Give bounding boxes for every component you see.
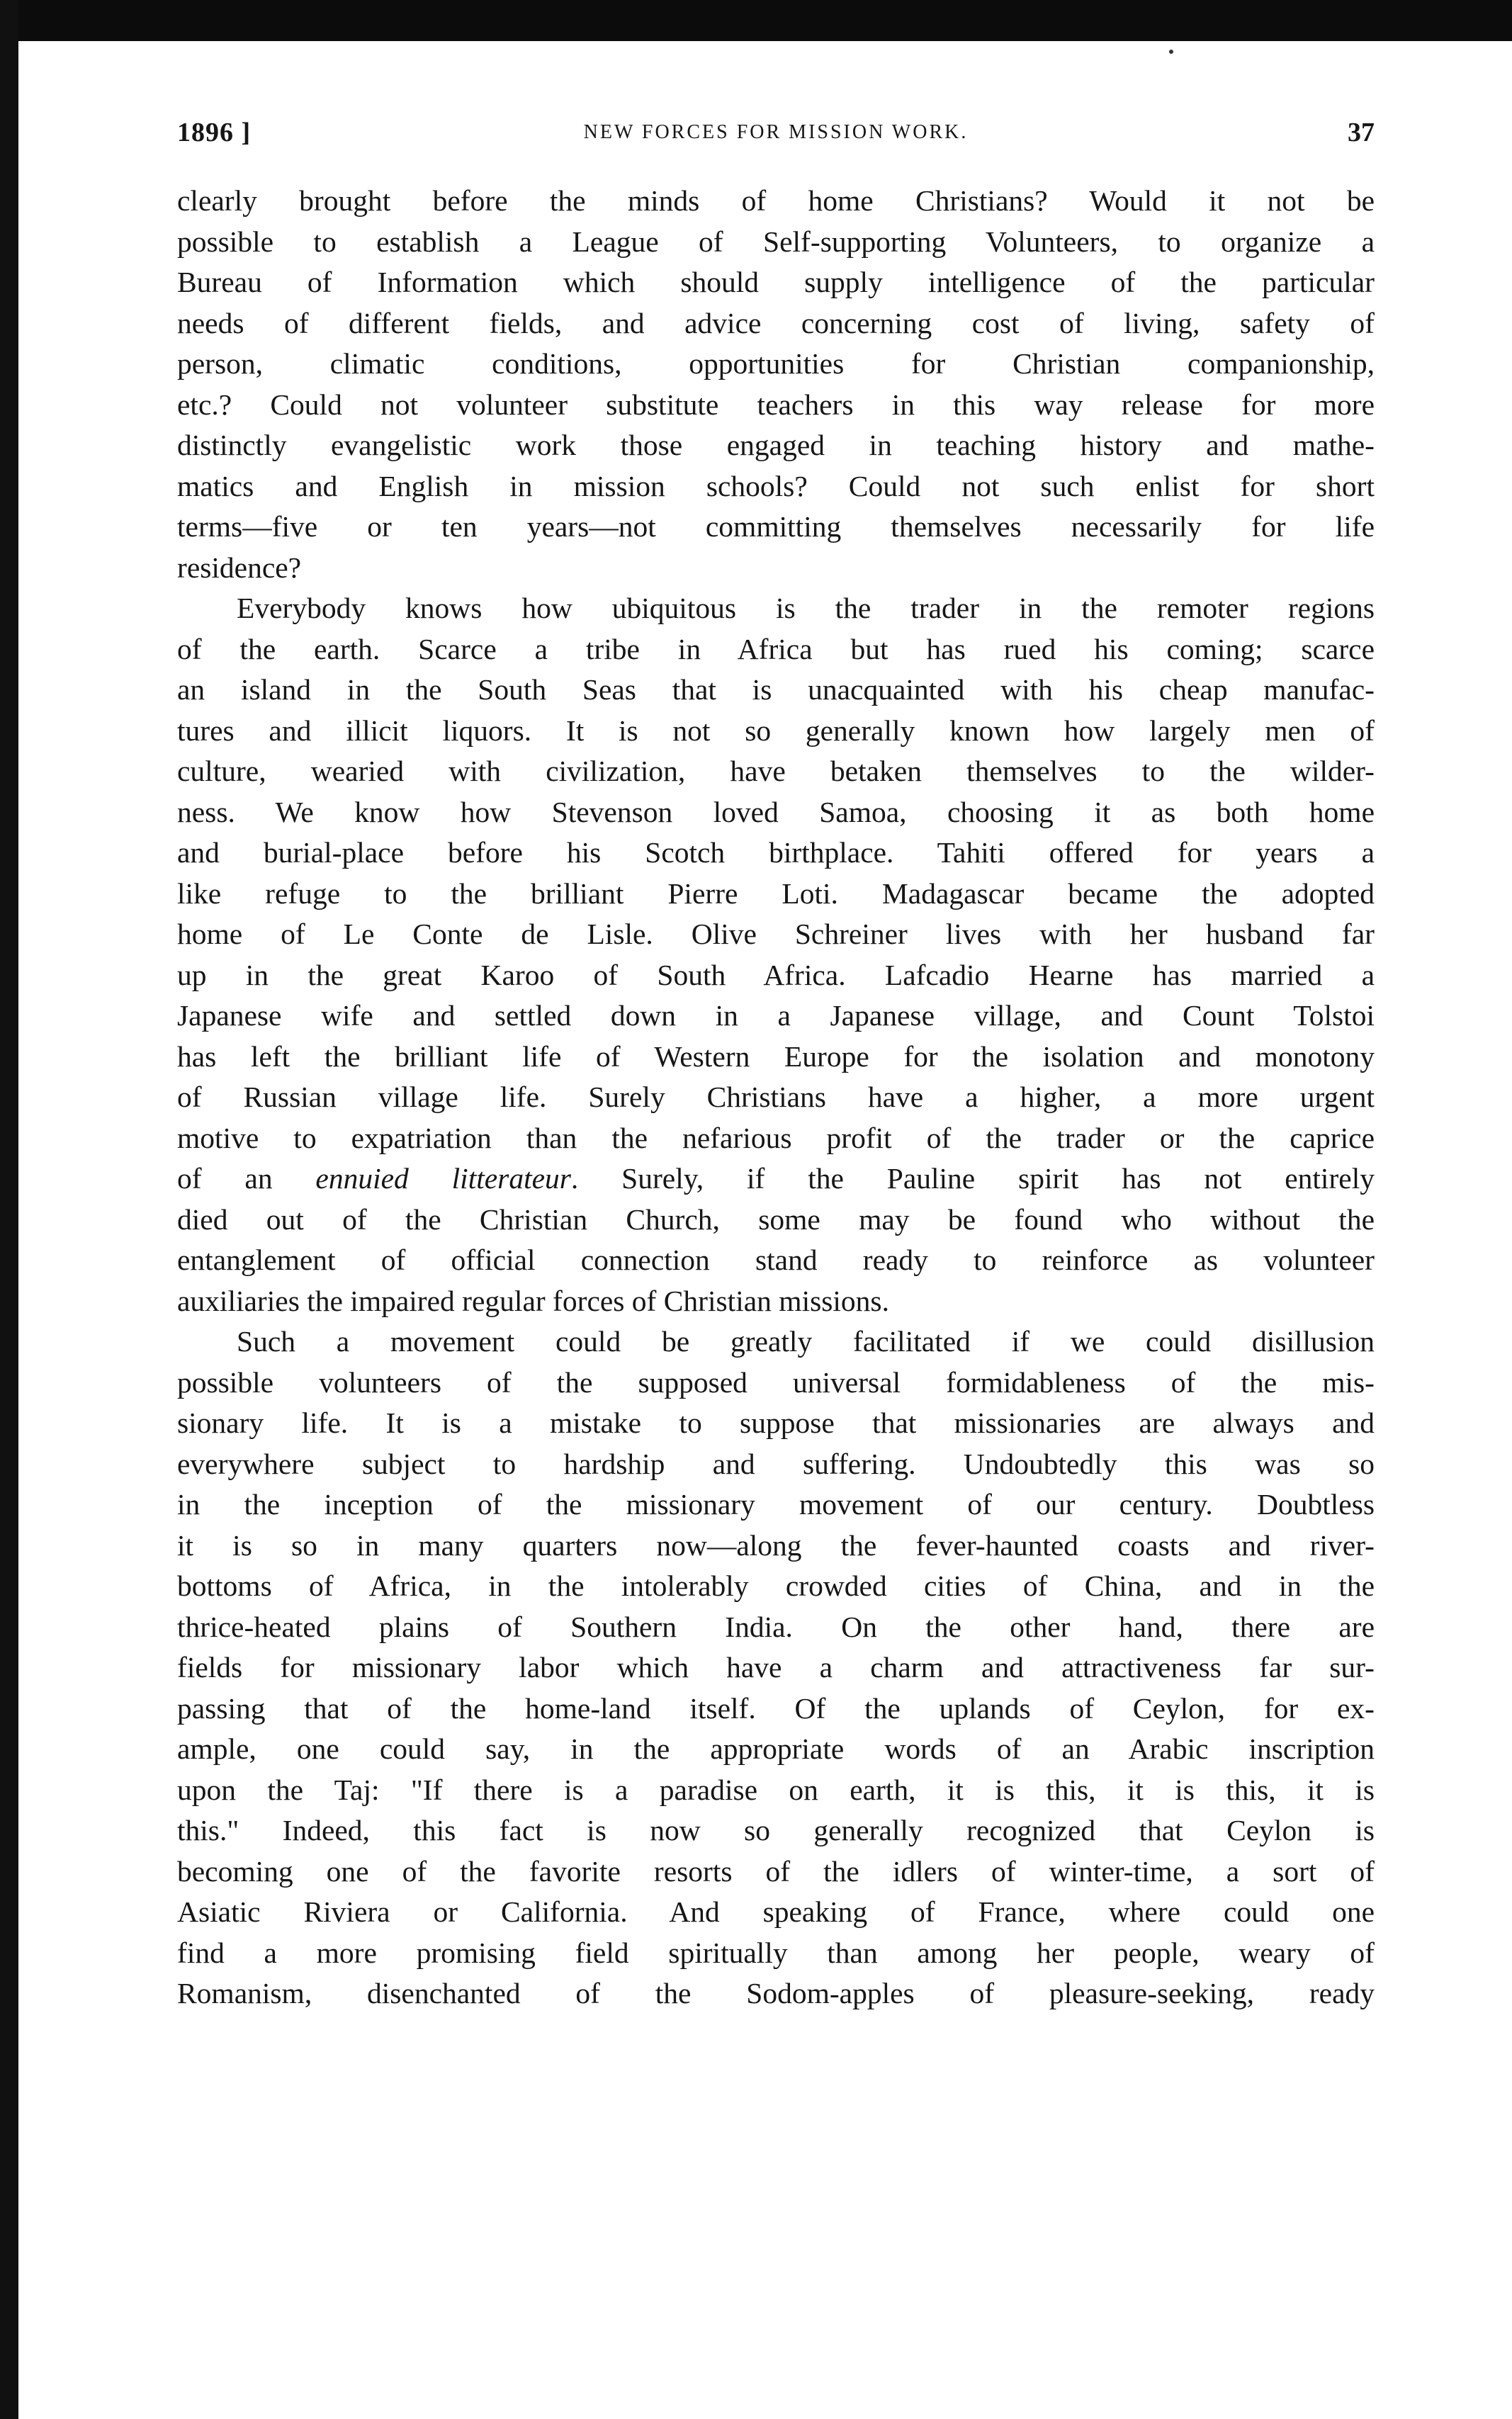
text-line: find a more promising field spiritually than among her people, weary of [177, 1936, 1375, 1969]
text-line-italic [177, 1158, 1375, 1200]
italic-phrase: ennuied litterateur [315, 1162, 571, 1195]
text-line: of the earth. Scarce a tribe in Africa but has rued his coming; scarce [177, 632, 1375, 665]
text-line: bottoms of Africa, in the intolerably crowded cities of China, and in the [177, 1569, 1375, 1602]
text-segment: . Surely, if the Pauline spirit has not entirely [570, 1162, 1375, 1195]
text-line: and burial-place before his Scotch birthplace. Tahiti offered for years a [177, 836, 1375, 869]
text-line: of Russian village life. Surely Christians have a higher, a more urgent [177, 1081, 1375, 1113]
running-head [177, 117, 1375, 167]
text-line: clearly brought before the minds of home Christians? Would it not be [177, 184, 1375, 217]
text-line: becoming one of the favorite resorts of the idlers of winter-time, a sort of [177, 1854, 1375, 1888]
paragraph-3 [177, 1321, 1375, 2014]
text-line: died out of the Christian Church, some may be found who without the [177, 1202, 1375, 1236]
text-line: possible volunteers of the supposed universal formidableness of the mis- [177, 1365, 1375, 1399]
text-line: upon the Taj: "If there is a paradise on earth, it is this, it is this, it is [177, 1773, 1375, 1806]
scan-left-border [0, 0, 18, 2419]
text-line: etc.? Could not volunteer substitute teachers in this way release for more [177, 388, 1375, 421]
text-line: needs of different fields, and advice concerning cost of living, safety of [177, 306, 1375, 339]
body-text [177, 181, 1375, 2014]
text-line: Bureau of Information which should supply intelligence of the particular [177, 266, 1375, 298]
text-line: culture, wearied with civilization, have betaken themselves to the wilder- [177, 755, 1375, 787]
text-line: sionary life. It is a mistake to suppose that missionaries are always and [177, 1406, 1375, 1439]
text-line: fields for missionary labor which have a charm and attractiveness far sur- [177, 1651, 1375, 1684]
running-head-year: 1896 ] [177, 118, 252, 147]
text-line: Asiatic Riviera or California. And speaking of France, where could one [177, 1895, 1375, 1928]
text-line: terms—five or ten years—not committing themselves necessarily for life [177, 510, 1375, 543]
text-line: has left the brilliant life of Western Europe for the isolation and monotony [177, 1039, 1375, 1073]
text-line: Romanism, disenchanted of the Sodom-apples of pleasure-seeking, ready [177, 1977, 1375, 2009]
text-line: up in the great Karoo of South Africa. Lafcadio Hearne has married a [177, 958, 1375, 991]
text-line: home of Le Conte de Lisle. Olive Schreiner lives with her husband far [177, 918, 1375, 950]
text-line: entanglement of official connection stand ready to reinforce as volunteer [177, 1244, 1375, 1276]
text-line: Everybody knows how ubiquitous is the trader in the remoter regions [237, 592, 1375, 624]
text-line: ample, one could say, in the appropriate words of an Arabic inscription [177, 1732, 1375, 1765]
scan-speck [1169, 50, 1173, 54]
text-line: possible to establish a League of Self-supporting Volunteers, to organize a [177, 225, 1375, 258]
text-line: Such a movement could be greatly facilitated if we could disillusion [237, 1325, 1375, 1358]
book-page [177, 117, 1375, 2014]
text-line: it is so in many quarters now—along the fever-haunted coasts and river- [177, 1528, 1375, 1562]
running-head-title: NEW FORCES FOR MISSION WORK. [583, 121, 969, 143]
text-segment: of an [177, 1162, 316, 1195]
text-line: in the inception of the missionary movement of our century. Doubtless [177, 1488, 1375, 1521]
text-line: auxiliaries the impaired regular forces of Christian missions. [177, 1284, 889, 1317]
text-line: passing that of the home-land itself. Of the uplands of Ceylon, for ex- [177, 1691, 1375, 1725]
text-line: motive to expatriation than the nefarious profit of the trader or the caprice [177, 1121, 1375, 1154]
paragraph-2 [177, 588, 1375, 1321]
scan-top-border [0, 0, 1512, 41]
paragraph-1 [177, 181, 1375, 588]
text-line: everywhere subject to hardship and suffering. Undoubtedly this was so [177, 1447, 1375, 1480]
text-line: thrice-heated plains of Southern India. On the other hand, there are [177, 1610, 1375, 1643]
text-line: Japanese wife and settled down in a Japanese village, and Count Tolstoi [177, 999, 1375, 1032]
text-line: matics and English in mission schools? Could not such enlist for short [177, 469, 1375, 502]
page-number: 37 [1348, 118, 1375, 147]
text-line: ness. We know how Stevenson loved Samoa, choosing it as both home [177, 795, 1375, 828]
text-line: like refuge to the brilliant Pierre Loti. Madagascar became the adopted [177, 876, 1375, 910]
text-line: residence? [177, 551, 302, 584]
text-line: an island in the South Seas that is unacquainted with his cheap manufac- [177, 673, 1375, 706]
text-line: tures and illicit liquors. It is not so generally known how largely men of [177, 714, 1375, 747]
text-line: person, climatic conditions, opportunities for Christian companionship, [177, 347, 1375, 380]
text-line: distinctly evangelistic work those engaged in teaching history and mathe- [177, 429, 1375, 461]
text-line: this." Indeed, this fact is now so generally recognized that Ceylon is [177, 1814, 1375, 1846]
